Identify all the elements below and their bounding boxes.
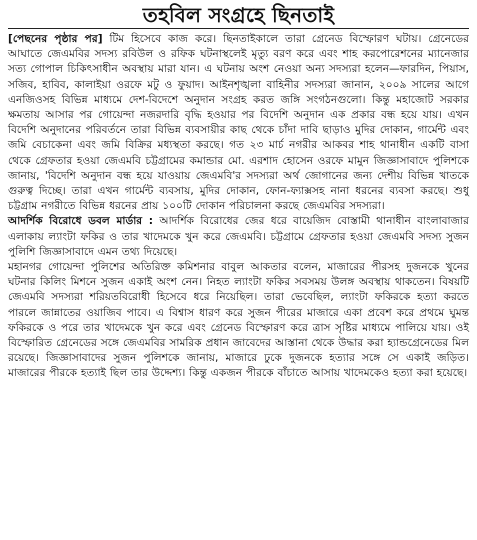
headline: তহবিল সংগ্রহে ছিনতাই [142, 3, 335, 27]
continuation-marker: [পেছনের পৃষ্ঠার পর] [8, 33, 103, 45]
paragraph-2-text: আদর্শিক বিরোধের জের ধরে বায়েজিদ বোস্তামী থানাধীন বাংলাবাজার এলাকায় ল্যাংটা ফকির ও তার খাদেমকে খুন করে জেএমবি। চট্টগ্রামে গ্রেফতার হওয়া জেএমবি সদস্য সুজন পুলিশি জিজ্ঞাসাবাদে এমন তথ্য দিয়েছে। [8, 215, 470, 258]
paragraph-2 [8, 214, 469, 260]
paragraph-3 [8, 260, 469, 382]
paragraph-1-text: টিম হিসেবে কাজ করে। ছিনতাইকালে তারা গ্রেনেড বিস্ফোরণ ঘটায়। গ্রেনেডের আঘাতে জেএমবির সদস্য রবিউল ও রফিক ঘটনাস্থলেই মৃত্যু বরণ করে এবং শাহ করপোরেশনের ম্যানেজার সত্য গোপাল চিকিৎসাধীন অবস্থায় মারা যান। এ ঘটনায় অংশ নেওয়া অন্য সদস্যরা হলেন—ফারদিন, পিয়াস, সজিব, হাবিব, কালাইয়া ওরফে মটু ও ফুয়াদ। আইনশৃঙ্খলা বাহিনীর সদস্যরা জানান, ২০০৯ সালের আগে এনজিওসহ বিভিন্ন মাধ্যমে দেশ-বিদেশে অনুদান সংগ্রহ করত জঙ্গি সংগঠনগুলো। কিন্তু মহাজোট সরকার ক্ষমতায় আসার পর গোয়েন্দা নজরদারি বৃদ্ধি হওয়ার পর বিদেশি অনুদান এক প্রকার বন্ধ হয়ে যায়। এখন বিদেশি অনুদানের পরিবর্তনে তারা বিভিন্ন ব্যবসায়ীর কাছ থেকে চাঁদা দাবি ছাড়াও মুদির দোকান, গার্মেন্ট এবং জমি বেচাকেনা এবং জমি বিক্রির মধ্যস্থতা করছে। গত ২৩ মার্চ নগরীর আকবর শাহ থানাধীন একটি বাসা থেকে গ্রেফতার হওয়া জেএমবি চট্টগ্রামের কমান্ডার মো. এরশাদ হোসেন ওরফে মামুন জিজ্ঞাসাবাদে পুলিশকে জানায়, 'বিদেশি অনুদান বন্ধ হয়ে যাওয়ায় জেএমবি'র সদস্যরা অর্থ জোগানের জন্য দেশীয় বিভিন্ন খাতকে গুরুত্ব দিচ্ছে। তারা এখন গার্মেন্ট ব্যবসায়, মুদির দোকান, ফোন-ফ্যাক্সসহ নানা ধরনের ব্যবসা করছে। শুধু চট্টগ্রাম নগরীতে বিভিন্ন ধরনের প্রায় ১০০টি দোকান পরিচালনা করছে জেএমবির সদস্যরা। [8, 33, 469, 213]
paragraph-3-text: মহানগর গোয়েন্দা পুলিশের অতিরিক্ত কমিশনার বাবুল আকতার বলেন, মাজারের পীরসহ দুজনকে খুনের ঘটনার কিলিং মিশনে সুজন একাই অংশ নেন। নিহত ল্যাংটা ফকির সবসময় উলঙ্গ অবস্থায় থাকতেন। বিষয়টি জেএমবি সদস্যরা শরিয়তবিরোধী হিসেবে ধরে নিয়েছিল। তারা ভেবেছিল, ল্যাংটা ফকিরকে হত্যা করতে পারলে জান্নাতের ওয়াজিব পাবে। এ বিশ্বাস ধারণ করে সুজন পীরের মাজারে একা প্রবেশ করে প্রথমে ঘুমন্ত ফকিরকে ও পরে তার খাদেমকে খুন করে এবং গ্রেনেড বিস্ফোরণ করে ত্রাস সৃষ্টির মাধ্যমে পালিয়ে যায়। ওই বিস্ফোরিত গ্রেনেডের সঙ্গে জেএমবির সামরিক প্রধান জাবেদের আস্তানা থেকে উদ্ধার করা হ্যান্ডগ্রেনেডের মিল রয়েছে। জিজ্ঞাসাবাদের সুজন পুলিশকে জানায়, মাজারে ঢুকে দুজনকে হত্যার সঙ্গে সে একাই জড়িত। মাজারের পীরকে হত্যাই ছিল তার উদ্দেশ্য। কিন্তু একজন পীরকে বাঁচাতে আসায় খাদেমকেও হত্যা করা হয়েছে। [8, 261, 469, 380]
subheading-double-murder: আদর্শিক বিরোধে ডবল মার্ডার : [8, 215, 154, 228]
headline-divider [8, 28, 469, 29]
paragraph-1 [8, 32, 469, 214]
